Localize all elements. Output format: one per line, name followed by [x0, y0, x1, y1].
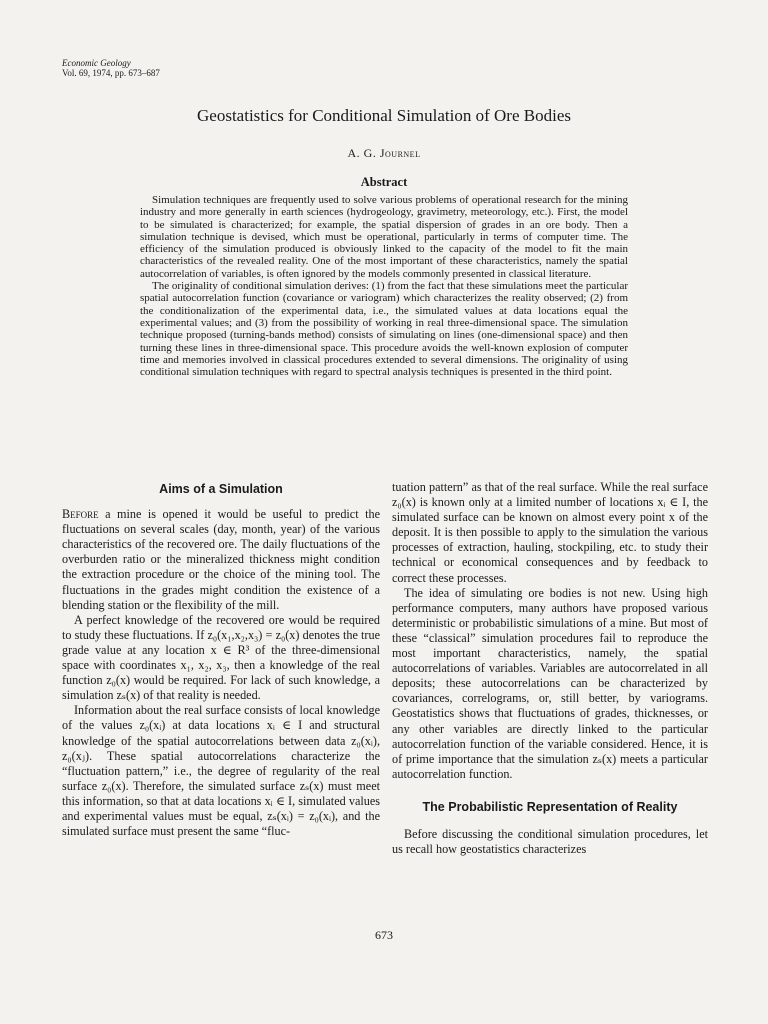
body-paragraph: Information about the real surface consists of local knowledge of the values z₀(xᵢ) at data locations xᵢ ∈ I and structural knowledge of the spatial autocorrelations between data z₀(xᵢ), z₀(xⱼ). These spatial autocorrelations characterize the “fluctuation pattern,” i.e., the degree of regularity of the real surface z₀(x). Therefore, the simulated surface zₛ(x) must meet this information, so that at data locations xᵢ ∈ I, simulated values and experimental values must be equal, zₛ(xᵢ) = z₀(xᵢ), and the simulated surface must present the same “fluc-: [62, 703, 380, 839]
body-paragraph: The idea of simulating ore bodies is not new. Using high performance computers, many authors have proposed various deterministic or probabilistic simulations of a mine. But most of these “classical” simulation procedures fail to reproduce the most important characteristics, namely, the spatial autocorrelations of variables. Variables are autocorrelated in all deposits; these autocorrelations can be characterized by covariances, correlograms, or, still better, by variograms. Geostatistics shows that fluctuations of grades, thicknesses, or any other variables are directly linked to the particular autocorrelation function of the variable considered. Hence, it is of prime importance that the simulation zₛ(x) meets a particular autocorrelation function.: [392, 585, 708, 781]
abstract-paragraph: The originality of conditional simulation derives: (1) from the fact that these simulations meet the particular spatial autocorrelation function (covariance or variogram) which characterizes the reality observed; (2) from the conditionalization of the experimental data, i.e., the simulated values at data locations equal the experimental values; and (3) from the possibility of working in real three-dimensional space. The simulation technique proposed (turning-bands method) consists of simulating on lines (one-dimensional space) and then turning these lines in three-dimensional space. This procedure avoids the well-known explosion of computer time and memories involved in classical procedures extended to several dimensions. The originality of using conditional simulation techniques with regard to spectral analysis techniques is presented in the third point.: [140, 280, 628, 379]
body-paragraph: Before discussing the conditional simulation procedures, let us recall how geostatistics characterizes: [392, 826, 708, 857]
body-paragraph: [62, 507, 380, 613]
paragraph-text: a mine is opened it would be useful to predict the fluctuations on several scales (day, month, year) of the various characteristics of the recovered ore. The daily fluctuations of the overburden ratio or the mineralized thickness might condition the extraction procedure or the choice of the mining tool. The fluctuations in the grades might condition the existence of a blending station or the flexibility of the mill.: [62, 507, 380, 612]
journal-volume: Vol. 69, 1974, pp. 673–687: [62, 68, 160, 78]
paper-author: [0, 146, 768, 161]
body-paragraph: A perfect knowledge of the recovered ore would be required to study these fluctuations. If z₀(x₁,x₂,x₃) = z₀(x) denotes the true grade value at any location x ∈ R³ of the three-dimensional space with coordinates x₁, x₂, x₃, then a knowledge of the real function z₀(x) would be required. For lack of such knowledge, a simulation zₛ(x) of that reality is needed.: [62, 612, 380, 703]
journal-name: Economic Geology: [62, 58, 131, 68]
lead-word: Before: [62, 507, 99, 522]
abstract-paragraph: Simulation techniques are frequently used to solve various problems of operational research for the mining industry and more generally in earth sciences (hydrogeology, gravimetry, meteorology, etc.). First, the model to be simulated is characterized; for example, the spatial dispersion of grades in an ore body. Then a simulation technique is devised, which must be operational, particularly in terms of computer time. The efficiency of the simulation produced is obviously linked to the capacity of the model to fit the main characteristics of the revealed reality. One of the most important of these characteristics, namely the spatial autocorrelation of variables, is often ignored by the models commonly presented in classical literature.: [140, 194, 628, 280]
right-column: [392, 480, 708, 857]
paper-title: Geostatistics for Conditional Simulation of Ore Bodies: [197, 106, 571, 125]
page-number: 673: [375, 928, 393, 942]
author-name: A. G. Journel: [347, 146, 421, 160]
abstract-heading: Abstract: [360, 175, 408, 189]
section-heading-aims: Aims of a Simulation: [159, 482, 283, 496]
body-paragraph: tuation pattern” as that of the real surface. While the real surface z₀(x) is known only at a limited number of locations xᵢ ∈ I, the simulated surface can be known on almost every point x of the deposit. It is then possible to apply to the simulation the various processes of extraction, hauling, stockpiling, etc. to study their technical or economical consequences and by feedback to correct these processes.: [392, 480, 708, 585]
left-column: [62, 478, 380, 839]
journal-citation: [62, 58, 160, 78]
abstract-body: [140, 194, 628, 378]
section-heading-probabilistic: The Probabilistic Representation of Reality: [422, 799, 678, 814]
